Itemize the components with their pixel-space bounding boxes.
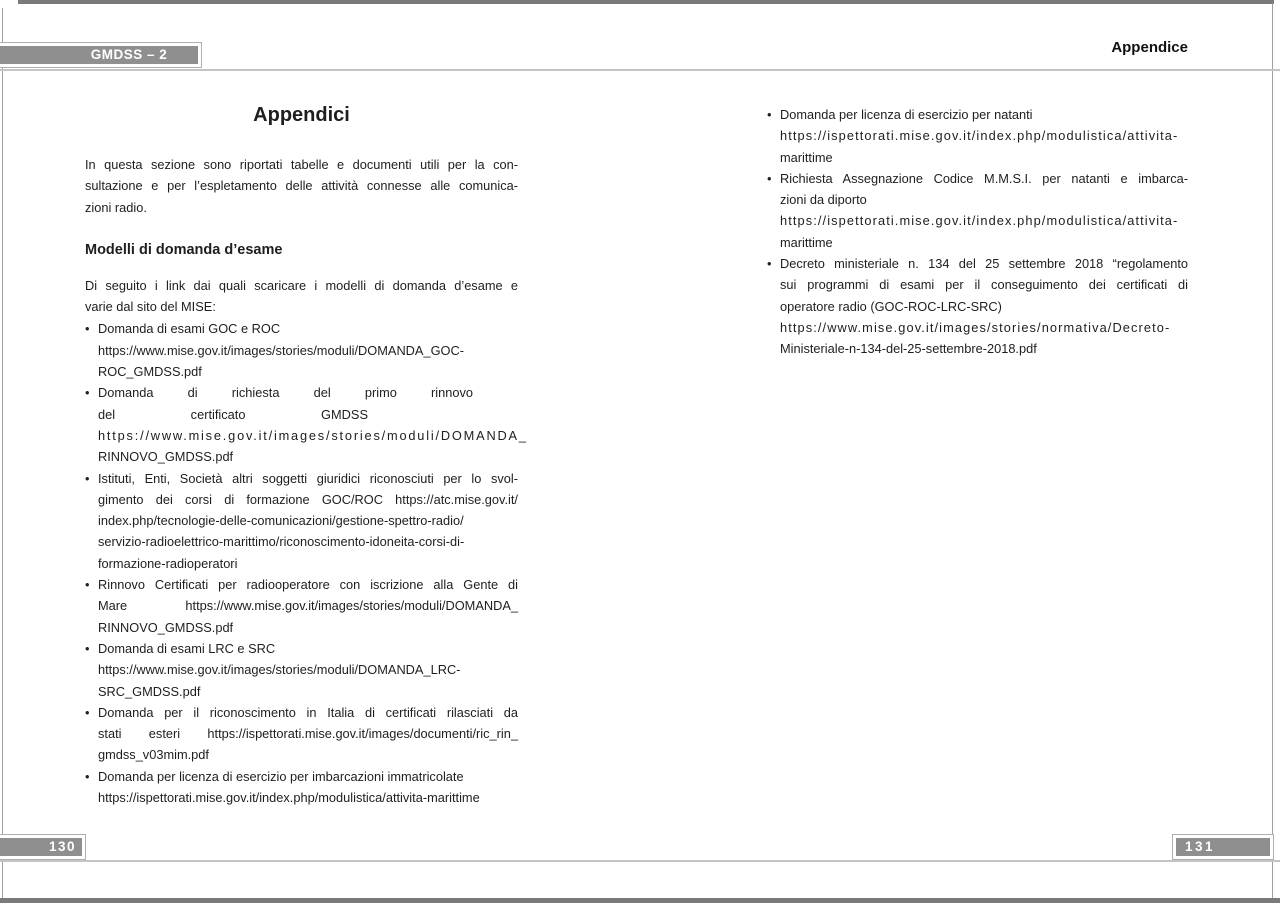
bullet-line: https://www.mise.gov.it/images/stories/moduli/DOMANDA_ bbox=[98, 427, 528, 443]
page-number-left-tab bbox=[0, 834, 86, 860]
bullet-line: gmdss_v03mim.pdf bbox=[98, 747, 209, 763]
bullet-line: https://www.mise.gov.it/images/stories/moduli/DOMANDA_LRC- bbox=[98, 662, 461, 678]
bullet-line: Domanda di esami LRC e SRC bbox=[98, 640, 276, 656]
bullet-line: servizio-radioelettrico-marittimo/riconoscimento-idoneita-corsi-di- bbox=[98, 534, 465, 550]
intro-line: zioni radio. bbox=[85, 199, 147, 215]
left-frame-rule bbox=[2, 8, 3, 898]
page-number-right: 131 bbox=[1176, 838, 1270, 856]
bullet-item bbox=[85, 638, 518, 702]
bullet-marker: • bbox=[85, 470, 90, 486]
bullet-line: operatore radio (GOC-ROC-LRC-SRC) bbox=[780, 298, 1002, 314]
page-number-left: 130 bbox=[0, 838, 82, 856]
bullet-line: Istituti, Enti, Società altri soggetti giuridici riconosciuti per lo svol- bbox=[98, 470, 518, 486]
bullet-line: ROC_GMDSS.pdf bbox=[98, 364, 202, 380]
bullet-line: Domanda di richiesta del primo rinnovo bbox=[98, 385, 473, 401]
bullet-marker: • bbox=[767, 170, 772, 186]
lead-line: Di seguito i link dai quali scaricare i modelli di domanda d’esame e bbox=[85, 277, 518, 293]
footer-rule bbox=[0, 860, 1280, 862]
page-number-right-tab bbox=[1172, 834, 1274, 860]
bullet-line: Ministeriale-n-134-del-25-settembre-2018.pdf bbox=[780, 341, 1037, 357]
bullet-item bbox=[85, 766, 518, 809]
left-page-column bbox=[85, 96, 528, 808]
bullet-line: Mare https://www.mise.gov.it/images/stories/moduli/DOMANDA_ bbox=[98, 598, 518, 614]
bullet-item bbox=[85, 574, 518, 638]
bullet-item bbox=[85, 318, 518, 382]
intro-line: sultazione e per l’espletamento delle attività connesse alle comunica- bbox=[85, 178, 518, 194]
bullet-marker: • bbox=[85, 321, 90, 337]
section-tab bbox=[0, 42, 202, 68]
right-page-column bbox=[767, 103, 1188, 360]
bullet-item bbox=[767, 253, 1188, 359]
bullet-line: Rinnovo Certificati per radiooperatore con iscrizione alla Gente di bbox=[98, 577, 518, 593]
intro-paragraph bbox=[85, 154, 518, 218]
bullet-line: Richiesta Assegnazione Codice M.M.S.I. per natanti e imbarca- bbox=[780, 170, 1188, 186]
bullet-line: gimento dei corsi di formazione GOC/ROC https://atc.mise.gov.it/ bbox=[98, 491, 518, 507]
bullet-line: sui programmi di esami per il conseguimento dei certificati di bbox=[780, 277, 1188, 293]
bullet-marker: • bbox=[85, 640, 90, 656]
right-frame-rule bbox=[1272, 3, 1273, 898]
bullet-marker: • bbox=[85, 577, 90, 593]
intro-line: In questa sezione sono riportati tabelle e documenti utili per la con- bbox=[85, 157, 518, 172]
lead-line: varie dal sito del MISE: bbox=[85, 299, 216, 315]
bullet-line: del certificato GMDSS bbox=[98, 406, 368, 422]
left-bullet-list bbox=[85, 318, 528, 808]
bullet-item bbox=[85, 382, 528, 467]
bullet-line: Domanda per il riconoscimento in Italia di certificati rilasciati da bbox=[98, 704, 518, 720]
bullet-marker: • bbox=[85, 385, 90, 401]
page-title: Appendici bbox=[253, 104, 350, 126]
bullet-marker: • bbox=[85, 704, 90, 720]
section-tab-label: GMDSS – 2 bbox=[0, 46, 198, 64]
lead-paragraph bbox=[85, 275, 518, 318]
header-rule bbox=[0, 69, 1280, 71]
bullet-line: stati esteri https://ispettorati.mise.gov.it/images/documenti/ric_rin_ bbox=[98, 726, 518, 742]
section-heading: Modelli di domanda d’esame bbox=[85, 241, 283, 258]
bottom-frame-band bbox=[0, 898, 1280, 903]
bullet-line: https://www.mise.gov.it/images/stories/moduli/DOMANDA_GOC- bbox=[98, 342, 464, 358]
chapter-label: Appendice bbox=[1111, 39, 1188, 56]
bullet-line: marittime bbox=[780, 234, 833, 250]
bullet-line: index.php/tecnologie-delle-comunicazioni/gestione-spettro-radio/ bbox=[98, 513, 464, 529]
bullet-line: Domanda per licenza di esercizio per natanti bbox=[780, 107, 1033, 122]
bullet-marker: • bbox=[85, 768, 90, 784]
bullet-line: https://ispettorati.mise.gov.it/index.php/modulistica/attivita-marittime bbox=[98, 790, 480, 806]
bullet-line: zioni da diporto bbox=[780, 192, 867, 208]
bullet-line: RINNOVO_GMDSS.pdf bbox=[98, 619, 234, 635]
bullet-line: SRC_GMDSS.pdf bbox=[98, 683, 201, 699]
bullet-item bbox=[85, 468, 518, 574]
bullet-marker: • bbox=[767, 256, 772, 272]
bullet-line: RINNOVO_GMDSS.pdf bbox=[98, 449, 234, 465]
bullet-marker: • bbox=[767, 107, 772, 122]
bullet-line: Decreto ministeriale n. 134 del 25 settembre 2018 “regolamento bbox=[780, 256, 1188, 272]
bullet-line: formazione-radioperatori bbox=[98, 555, 238, 571]
bullet-line: Domanda di esami GOC e ROC bbox=[98, 321, 281, 337]
bullet-line: https://www.mise.gov.it/images/stories/normativa/Decreto- bbox=[780, 319, 1171, 335]
bullet-item bbox=[767, 168, 1188, 253]
bullet-line: https://ispettorati.mise.gov.it/index.php/modulistica/attivita- bbox=[780, 128, 1179, 144]
bullet-line: https://ispettorati.mise.gov.it/index.php/modulistica/attivita- bbox=[780, 213, 1179, 229]
bullet-line: Domanda per licenza di esercizio per imbarcazioni immatricolate bbox=[98, 768, 464, 784]
bullet-line: marittime bbox=[780, 149, 833, 165]
bullet-item bbox=[767, 104, 1188, 168]
right-bullet-list bbox=[767, 104, 1188, 360]
bullet-item bbox=[85, 702, 518, 766]
top-frame-band bbox=[18, 0, 1274, 4]
